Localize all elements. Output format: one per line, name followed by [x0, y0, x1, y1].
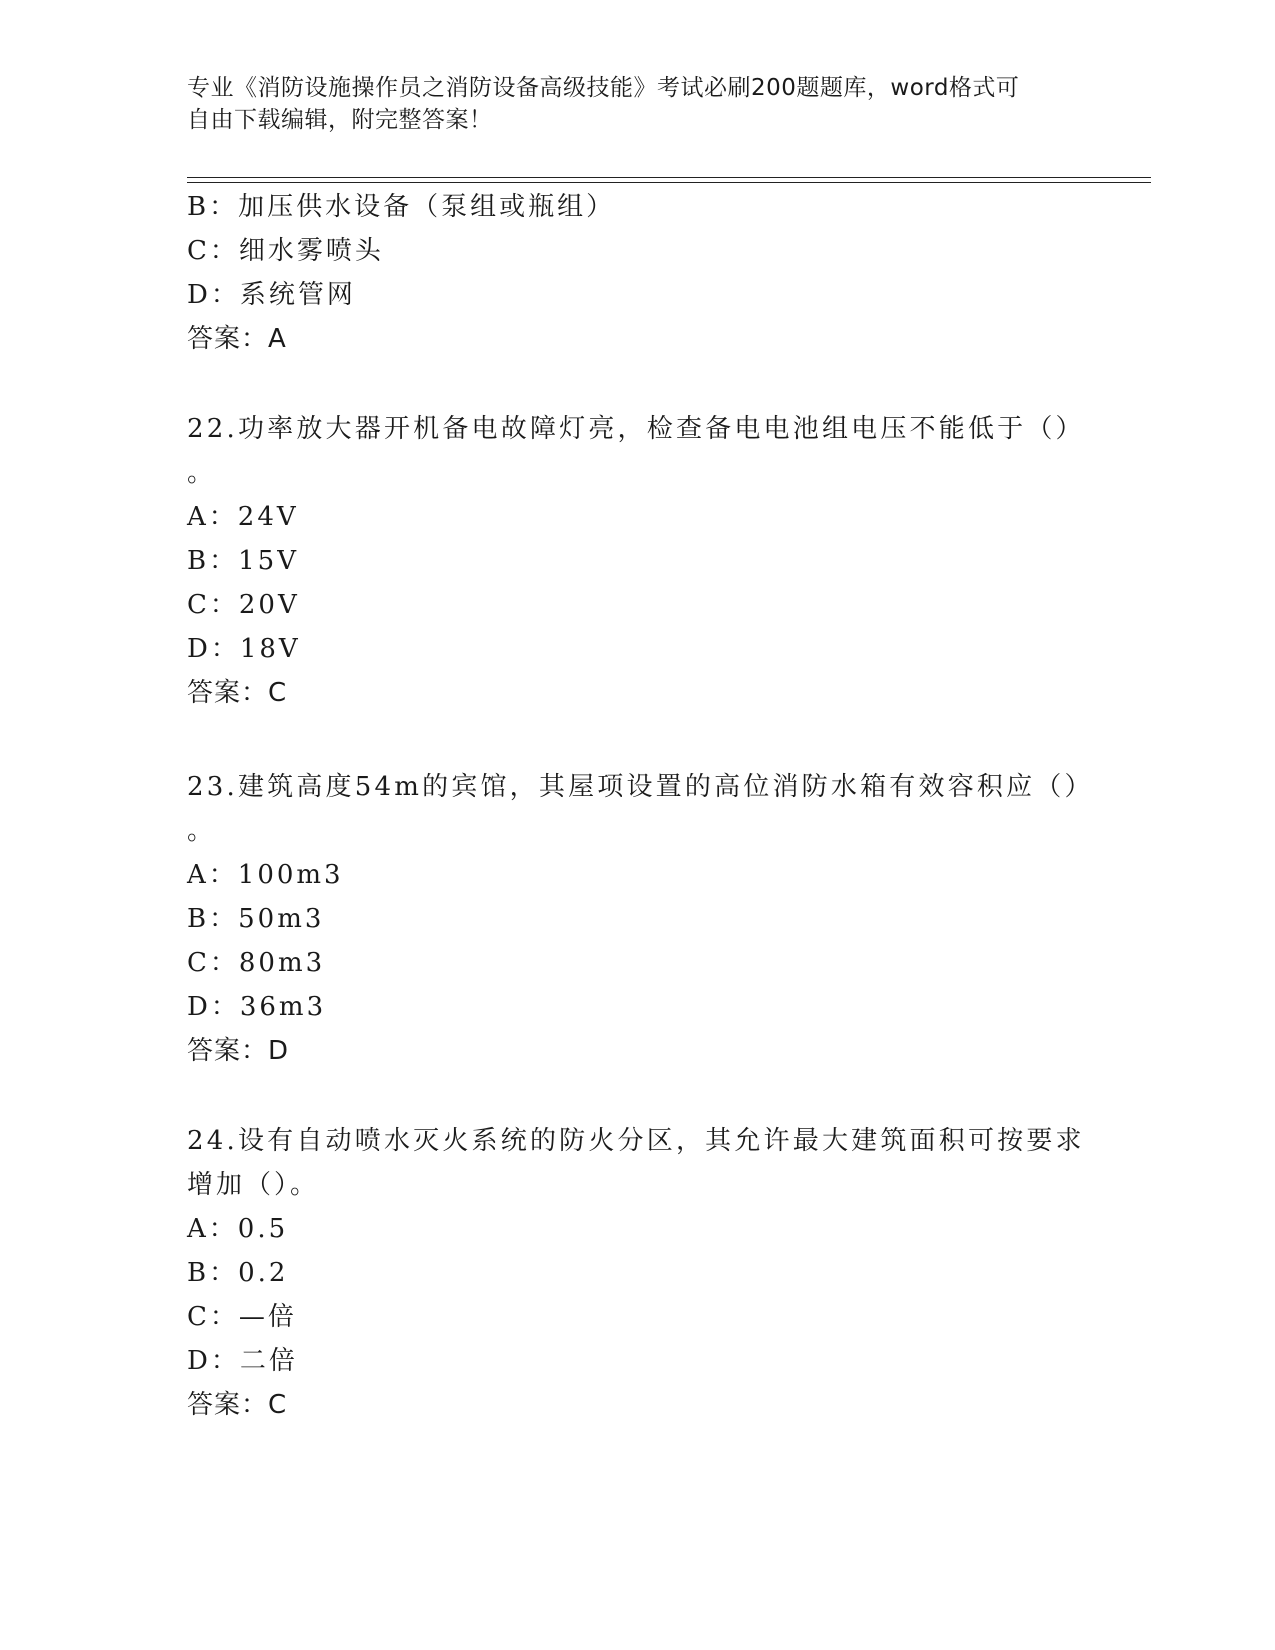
q23-stem-line-2: 。	[187, 816, 217, 846]
q22-answer: 答案：C	[187, 678, 288, 708]
document-header	[187, 72, 1067, 136]
q23-option-b: B：50m3	[187, 904, 325, 934]
q22-option-c: C：20V	[187, 590, 300, 620]
q24-option-d: D：二倍	[187, 1346, 298, 1376]
q24-stem-line-1: 24.设有自动喷水灭火系统的防火分区，其允许最大建筑面积可按要求	[187, 1126, 1085, 1156]
header-line-1: 专业《消防设施操作员之消防设备高级技能》考试必刷200题题库，word格式可	[187, 75, 1020, 101]
q21-option-c: C：细水雾喷头	[187, 236, 384, 266]
q24-stem-line-2: 增加（）。	[187, 1170, 320, 1200]
q23-option-d: D：36m3	[187, 992, 327, 1022]
q21-option-b: B：加压供水设备（泵组或瓶组）	[187, 192, 616, 222]
q23-option-a: A：100m3	[187, 860, 344, 890]
header-line-2: 自由下载编辑，附完整答案！	[187, 107, 493, 133]
q24-option-c: C：—倍	[187, 1302, 297, 1332]
q23-stem-line-1: 23.建筑高度54m的宾馆，其屋项设置的高位消防水箱有效容积应（）	[187, 772, 1094, 802]
q22-option-b: B：15V	[187, 546, 299, 576]
q21-option-d: D：系统管网	[187, 280, 356, 310]
q22-option-d: D：18V	[187, 634, 301, 664]
q22-stem-line-2: 。	[187, 458, 217, 488]
q23-answer: 答案：D	[187, 1036, 290, 1066]
q23-option-c: C：80m3	[187, 948, 326, 978]
q24-option-a: A：0.5	[187, 1214, 289, 1244]
q22-stem-line-1: 22.功率放大器开机备电故障灯亮，检查备电电池组电压不能低于（）	[187, 414, 1085, 444]
q21-answer: 答案：A	[187, 324, 287, 354]
q24-answer: 答案：C	[187, 1390, 288, 1420]
header-divider-top	[187, 177, 1151, 178]
header-divider-bottom	[187, 182, 1151, 183]
q24-option-b: B：0.2	[187, 1258, 289, 1288]
q22-option-a: A：24V	[187, 502, 299, 532]
